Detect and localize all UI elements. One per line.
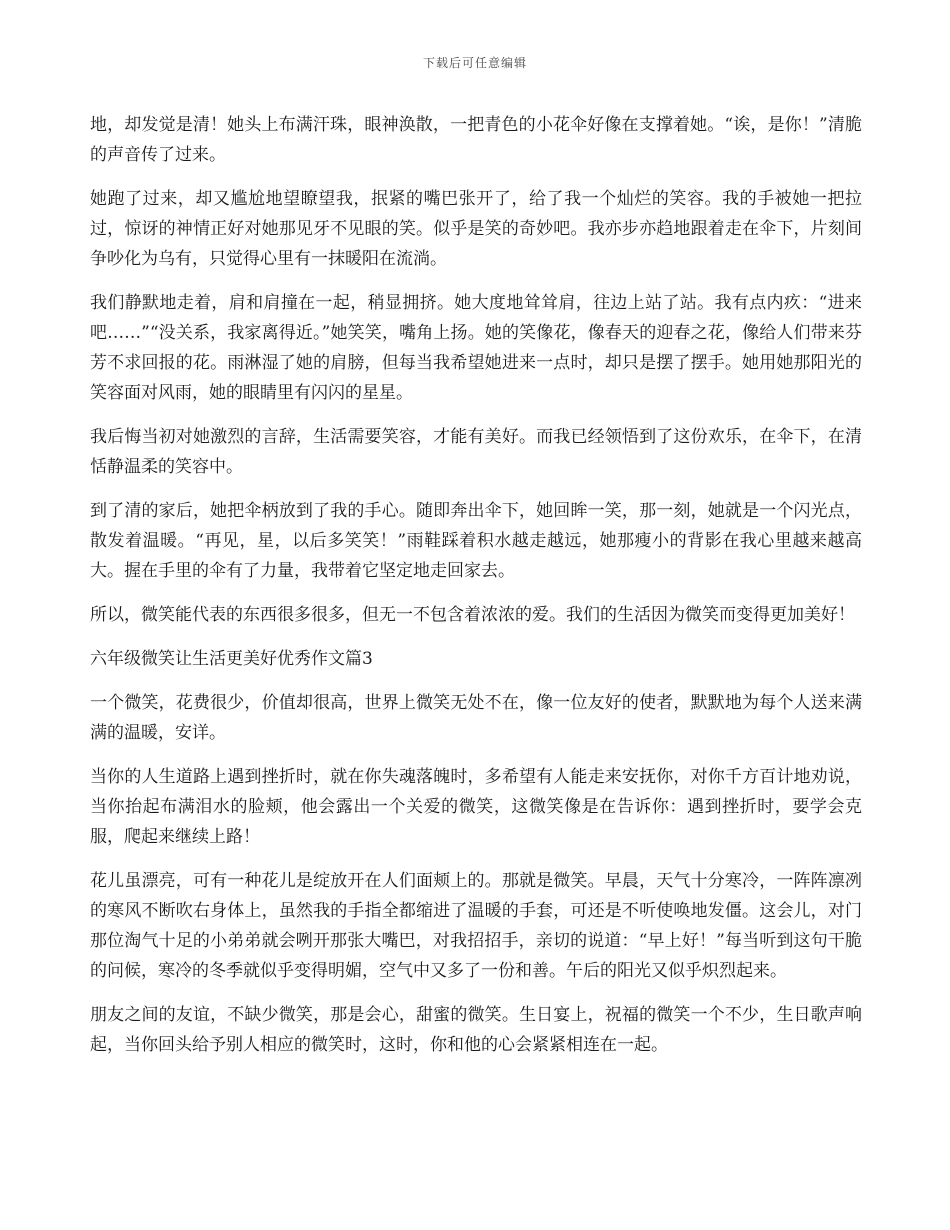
- paragraph: 一个微笑，花费很少，价值却很高，世界上微笑无处不在，像一位友好的使者，默默地为每个人送来满满的温暖，安详。: [90, 693, 862, 743]
- paragraph: 地，却发觉是清！她头上布满汗珠，眼神涣散，一把青色的小花伞好像在支撑着她。“诶，是你！”清脆的声音传了过来。: [90, 115, 862, 165]
- document-body: [90, 110, 862, 1074]
- paragraph: 所以，微笑能代表的东西很多很多，但无一不包含着浓浓的爱。我们的生活因为微笑而变得更加美好！: [90, 605, 855, 625]
- paragraph: 花儿虽漂亮，可有一种花儿是绽放开在人们面颊上的。那就是微笑。早晨，天气十分寒冷，一阵阵凛冽的寒风不断吹右身体上，虽然我的手指全都缩进了温暖的手套，可还是不听使唤地发僵。这会儿，对门那位淘气十足的小弟弟就会咧开那张大嘴巴，对我招招手，亲切的说道：“早上好！”每当听到这句干脆的问候，寒冷的冬季就似乎变得明媚，空气中又多了一份和善。午后的阳光又似乎炽烈起来。: [90, 871, 862, 981]
- paragraph: 朋友之间的友谊，不缺少微笑，那是会心，甜蜜的微笑。生日宴上，祝福的微笑一个不少，生日歌声响起，当你回头给予别人相应的微笑时，这时，你和他的心会紧紧相连在一起。: [90, 1005, 862, 1055]
- page-header: 下载后可任意编辑: [422, 56, 527, 70]
- section-heading: 六年级微笑让生活更美好优秀作文篇3: [90, 649, 373, 669]
- paragraph: 到了清的家后，她把伞柄放到了我的手心。随即奔出伞下，她回眸一笑，那一刻，她就是一个闪光点，散发着温暖。“再见，星，以后多笑笑！”雨鞋踩着积水越走越远，她那瘦小的背影在我心里越来越高大。握在手里的伞有了力量，我带着它坚定地走回家去。: [90, 501, 862, 581]
- paragraph: 我们静默地走着，肩和肩撞在一起，稍显拥挤。她大度地耸耸肩，往边上站了站。我有点内疚：“进来吧……”“没关系，我家离得近。”她笑笑，嘴角上扬。她的笑像花，像春天的迎春之花，像给人们带来芬芳不求回报的花。雨淋湿了她的肩膀，但每当我希望她进来一点时，却只是摆了摆手。她用她那阳光的笑容面对风雨，她的眼睛里有闪闪的星星。: [90, 293, 862, 403]
- paragraph: 当你的人生道路上遇到挫折时，就在你失魂落魄时，多希望有人能走来安抚你，对你千方百计地劝说，当你抬起布满泪水的脸颊，他会露出一个关爱的微笑，这微笑像是在告诉你：遇到挫折时，要学会克服，爬起来继续上路！: [90, 767, 862, 847]
- paragraph: 我后悔当初对她激烈的言辞，生活需要笑容，才能有美好。而我已经领悟到了这份欢乐，在伞下，在清恬静温柔的笑容中。: [90, 427, 862, 477]
- paragraph: 她跑了过来，却又尴尬地望瞭望我，抿紧的嘴巴张开了，给了我一个灿烂的笑容。我的手被她一把拉过，惊讶的神情正好对她那见牙不见眼的笑。似乎是笑的奇妙吧。我亦步亦趋地跟着走在伞下，片刻间争吵化为乌有，只觉得心里有一抹暖阳在流淌。: [90, 189, 862, 269]
